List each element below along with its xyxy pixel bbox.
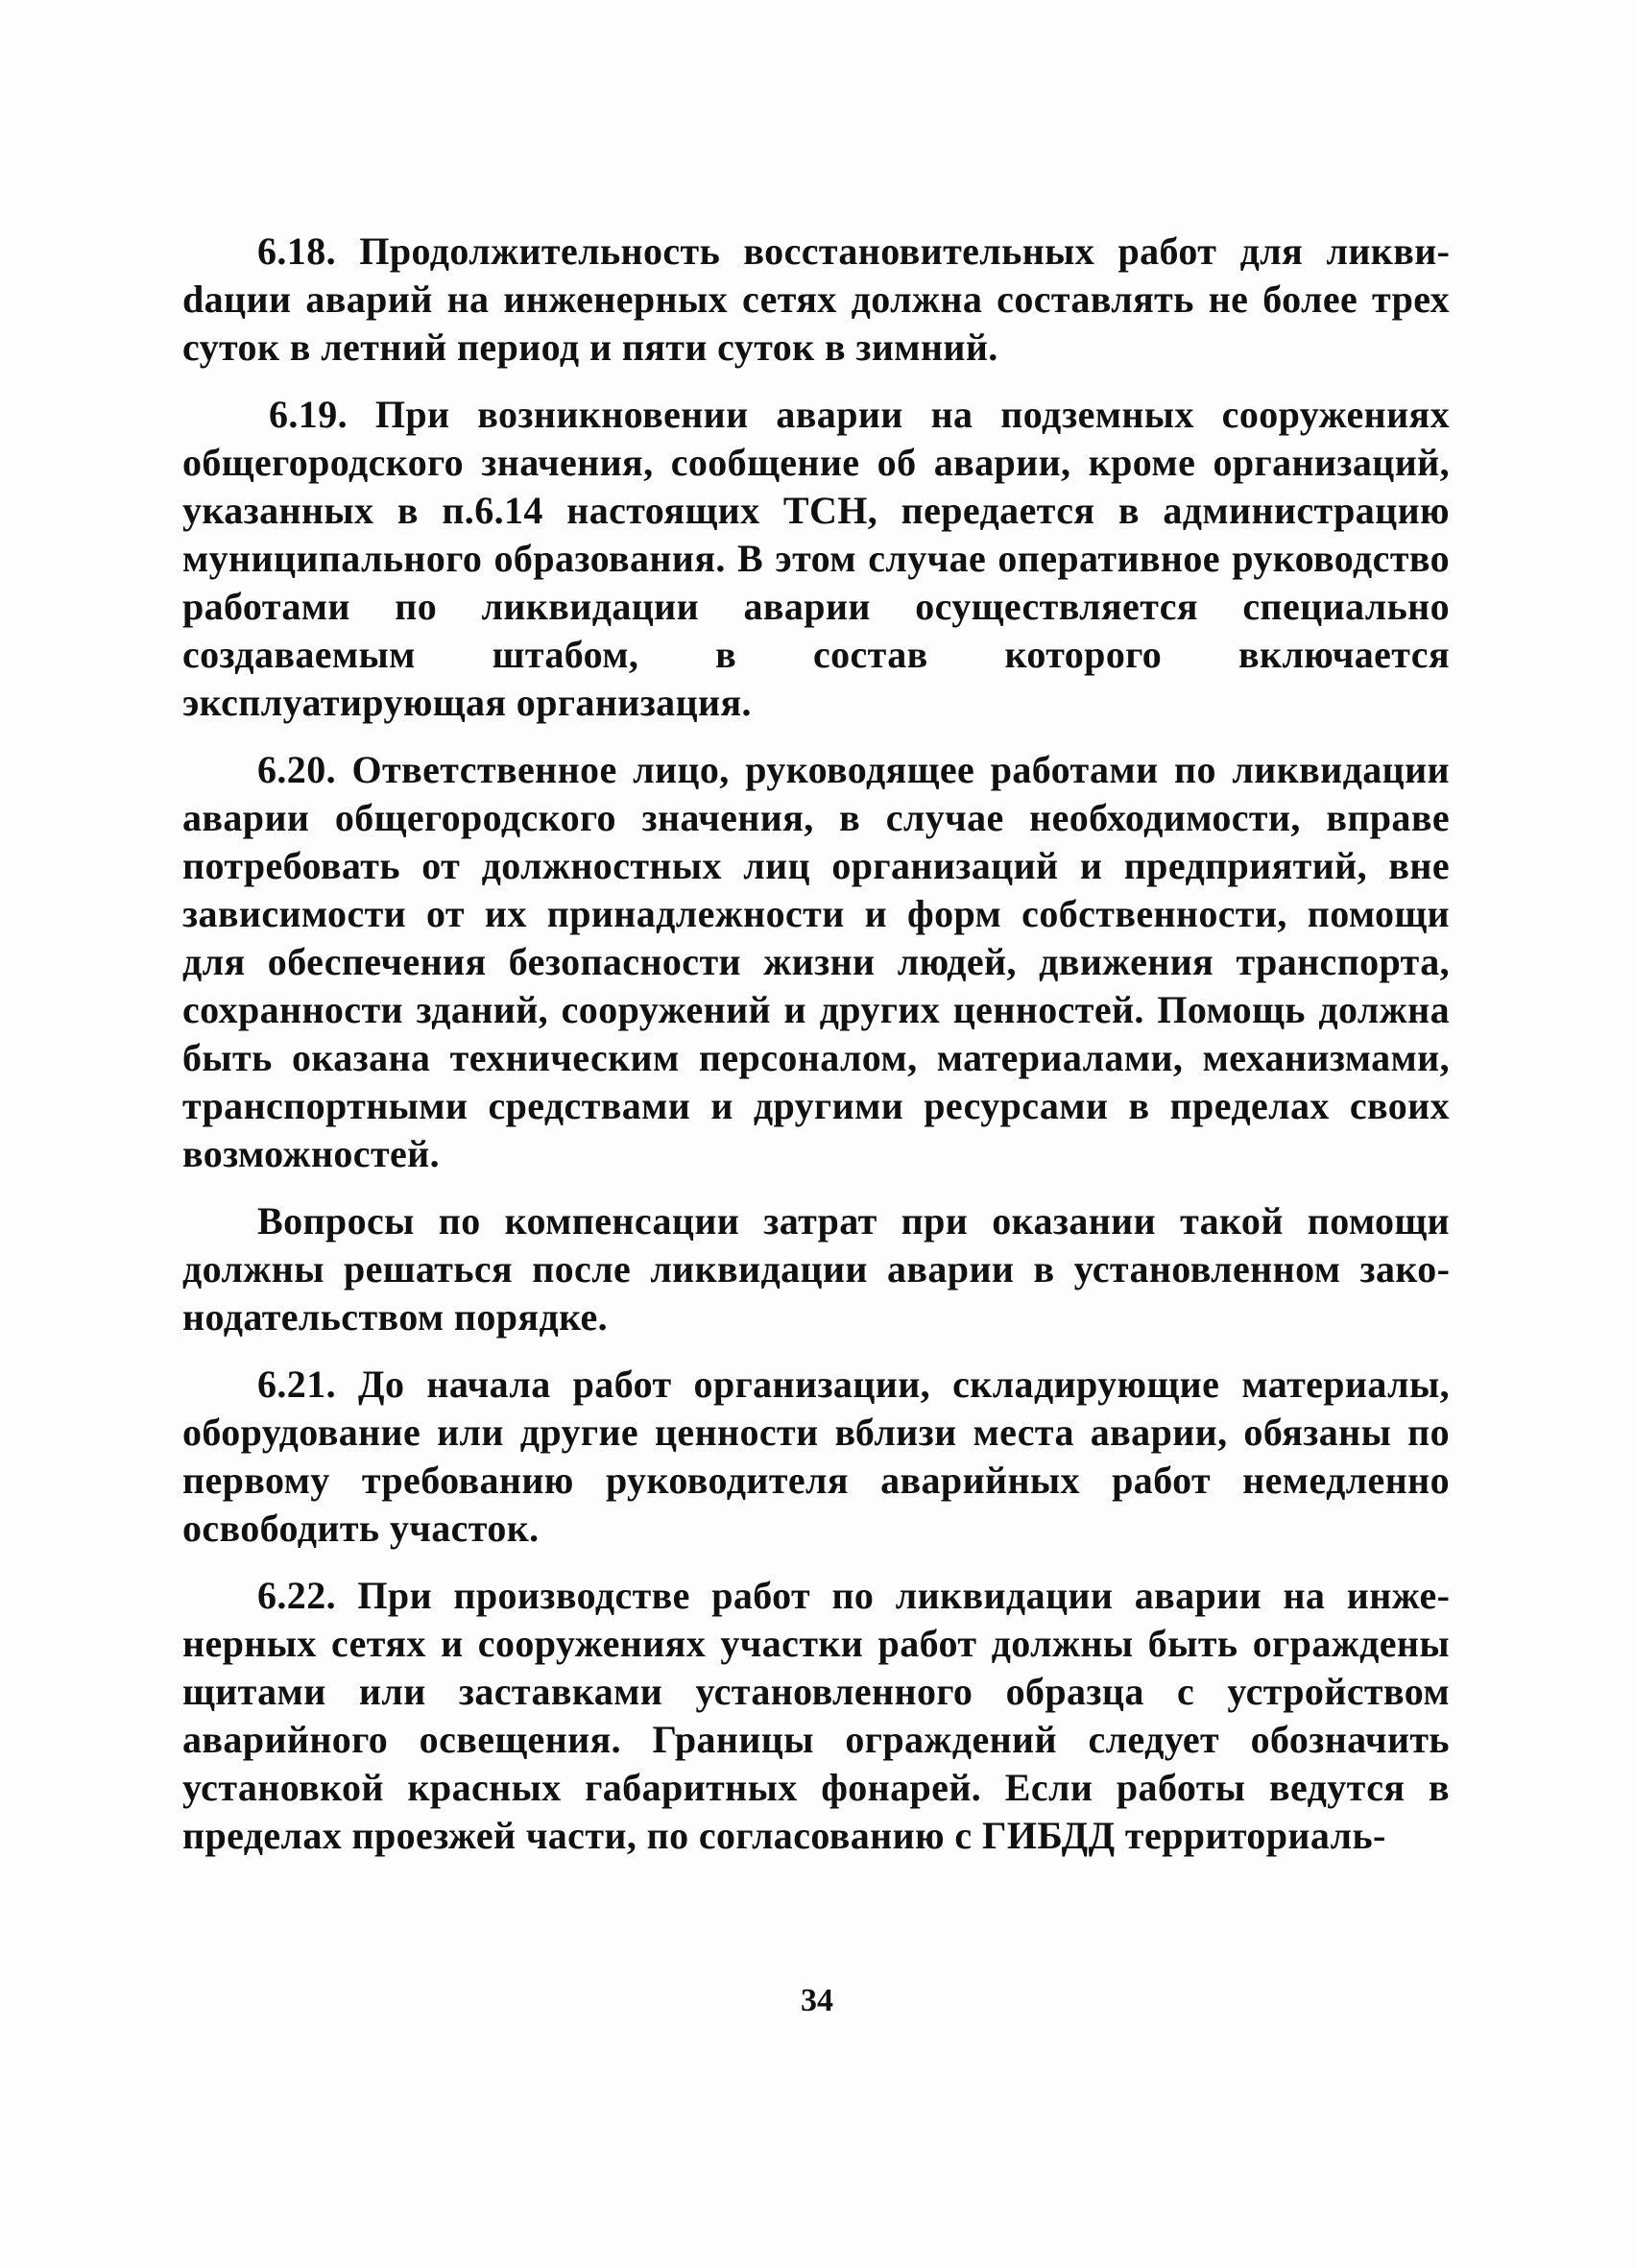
page-number: 34 (801, 1983, 833, 2018)
paragraph-6-19: 6.19. При возникновении аварии на подземных сооружениях общегородского значения, сообщение об аварии, кроме организаций, указанных в п.6.14 настоящих ТСН, передается в администрацию муниципального образования. В этом случае оперативное руководство работами по ликвидации аварии осуществляется специально создаваемым штабом, в состав которого включается эксплуатирующая организация. (182, 393, 1450, 724)
paragraph-compensation: Вопросы по компенсации затрат при оказании такой помощи должны решаться после ликвидации аварии в установленном законодательством порядке. (182, 1199, 1450, 1339)
paragraph-6-22: 6.22. При производстве работ по ликвидации аварии на инженерных сетях и сооружениях участки работ должны быть ограждены щитами или заставками установленного образца с устройством аварийного освещения. Границы ограждений следует обозначить установкой красных габаритных фонарей. Если работы ведутся в пределах проезжей части, по согласованию с ГИБДД территориаль- (182, 1574, 1450, 1857)
paragraph-6-20: 6.20. Ответственное лицо, руководящее работами по ликвидации аварии общегородского значения, в случае необходимости, вправе потребовать от должностных лиц организаций и предприятий, вне зависимости от их принадлежности и форм собственности, помощи для обеспечения безопасности жизни людей, движения транспорта, сохранности зданий, сооружений и других ценностей. Помощь должна быть оказана техническим персоналом, материалами, механизмами, транспортными средствами и другими ресурсами в пределах своих возможностей. (182, 748, 1450, 1175)
paragraph-6-21: 6.21. До начала работ организации, складирующие материалы, оборудование или другие ценности вблизи места аварии, обязаны по первому требованию руководителя аварийных работ немедленно освободить участок. (182, 1363, 1450, 1550)
paragraph-6-18: 6.18. Продолжительность восстановительных работ для ликвиdации аварий на инженерных сетях должна составлять не более трех суток в летний период и пяти суток в зимний. (182, 229, 1450, 369)
body-text (182, 228, 1450, 1879)
